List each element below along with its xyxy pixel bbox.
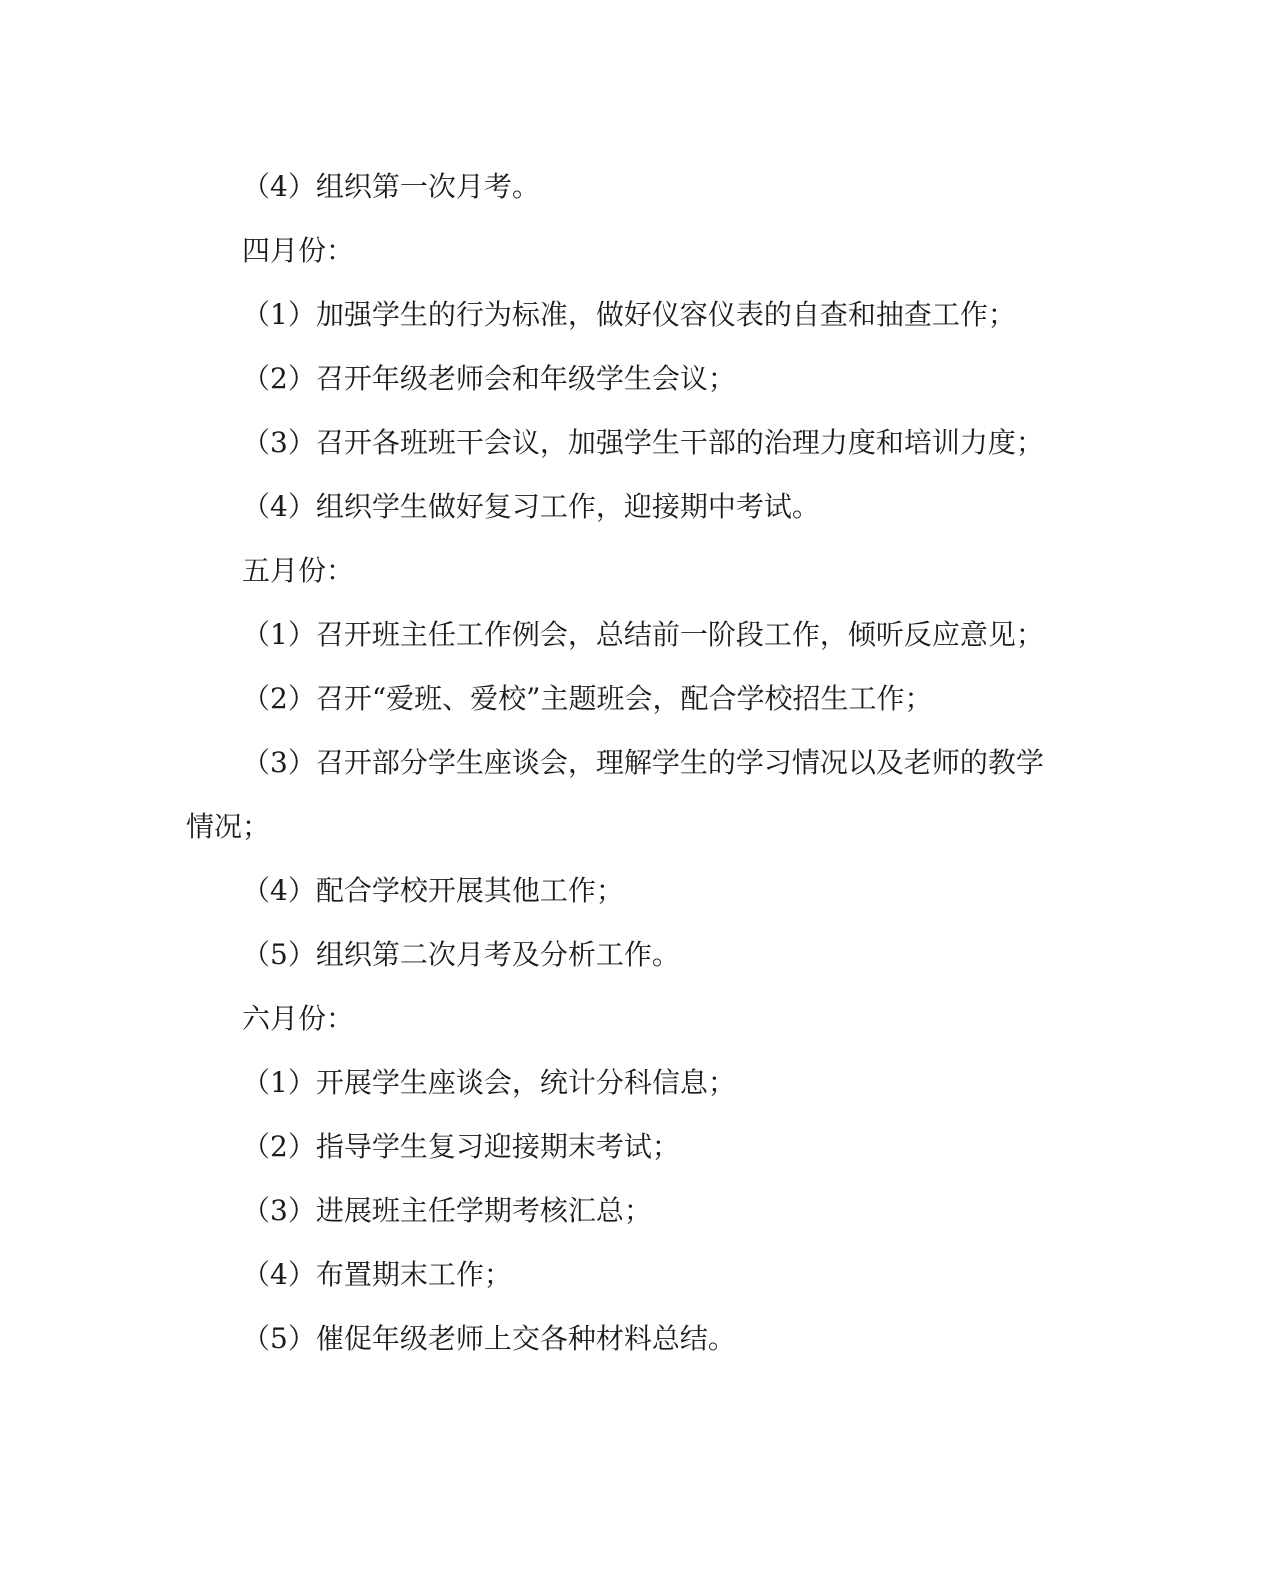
list-item: （3）进展班主任学期考核汇总； [242, 1194, 652, 1227]
list-item: （4）组织第一次月考。 [242, 170, 540, 203]
list-item: （3）召开部分学生座谈会，理解学生的学习情况以及老师的教学情况； [186, 746, 1044, 843]
list-item: （5）组织第二次月考及分析工作。 [242, 938, 680, 971]
list-item: （2）指导学生复习迎接期末考试； [242, 1130, 680, 1163]
list-item: （4）配合学校开展其他工作； [242, 874, 624, 907]
list-item: （4）布置期末工作； [242, 1258, 512, 1291]
list-item: （1）加强学生的行为标准，做好仪容仪表的自查和抽查工作； [242, 298, 1016, 331]
section-heading-june: 六月份： [242, 1002, 355, 1035]
list-item: （2）召开“爱班、爱校”主题班会，配合学校招生工作； [242, 682, 933, 715]
list-item: （2）召开年级老师会和年级学生会议； [242, 362, 736, 395]
document-body [186, 155, 1066, 1371]
list-item: （1）开展学生座谈会，统计分科信息； [242, 1066, 736, 1099]
list-item: （1）召开班主任工作例会，总结前一阶段工作，倾听反应意见； [242, 618, 1044, 651]
list-item: （5）催促年级老师上交各种材料总结。 [242, 1322, 736, 1355]
list-item: （3）召开各班班干会议，加强学生干部的治理力度和培训力度； [242, 426, 1044, 459]
list-item: （4）组织学生做好复习工作，迎接期中考试。 [242, 490, 820, 523]
section-heading-may: 五月份： [242, 554, 355, 587]
section-heading-april: 四月份： [242, 234, 355, 267]
